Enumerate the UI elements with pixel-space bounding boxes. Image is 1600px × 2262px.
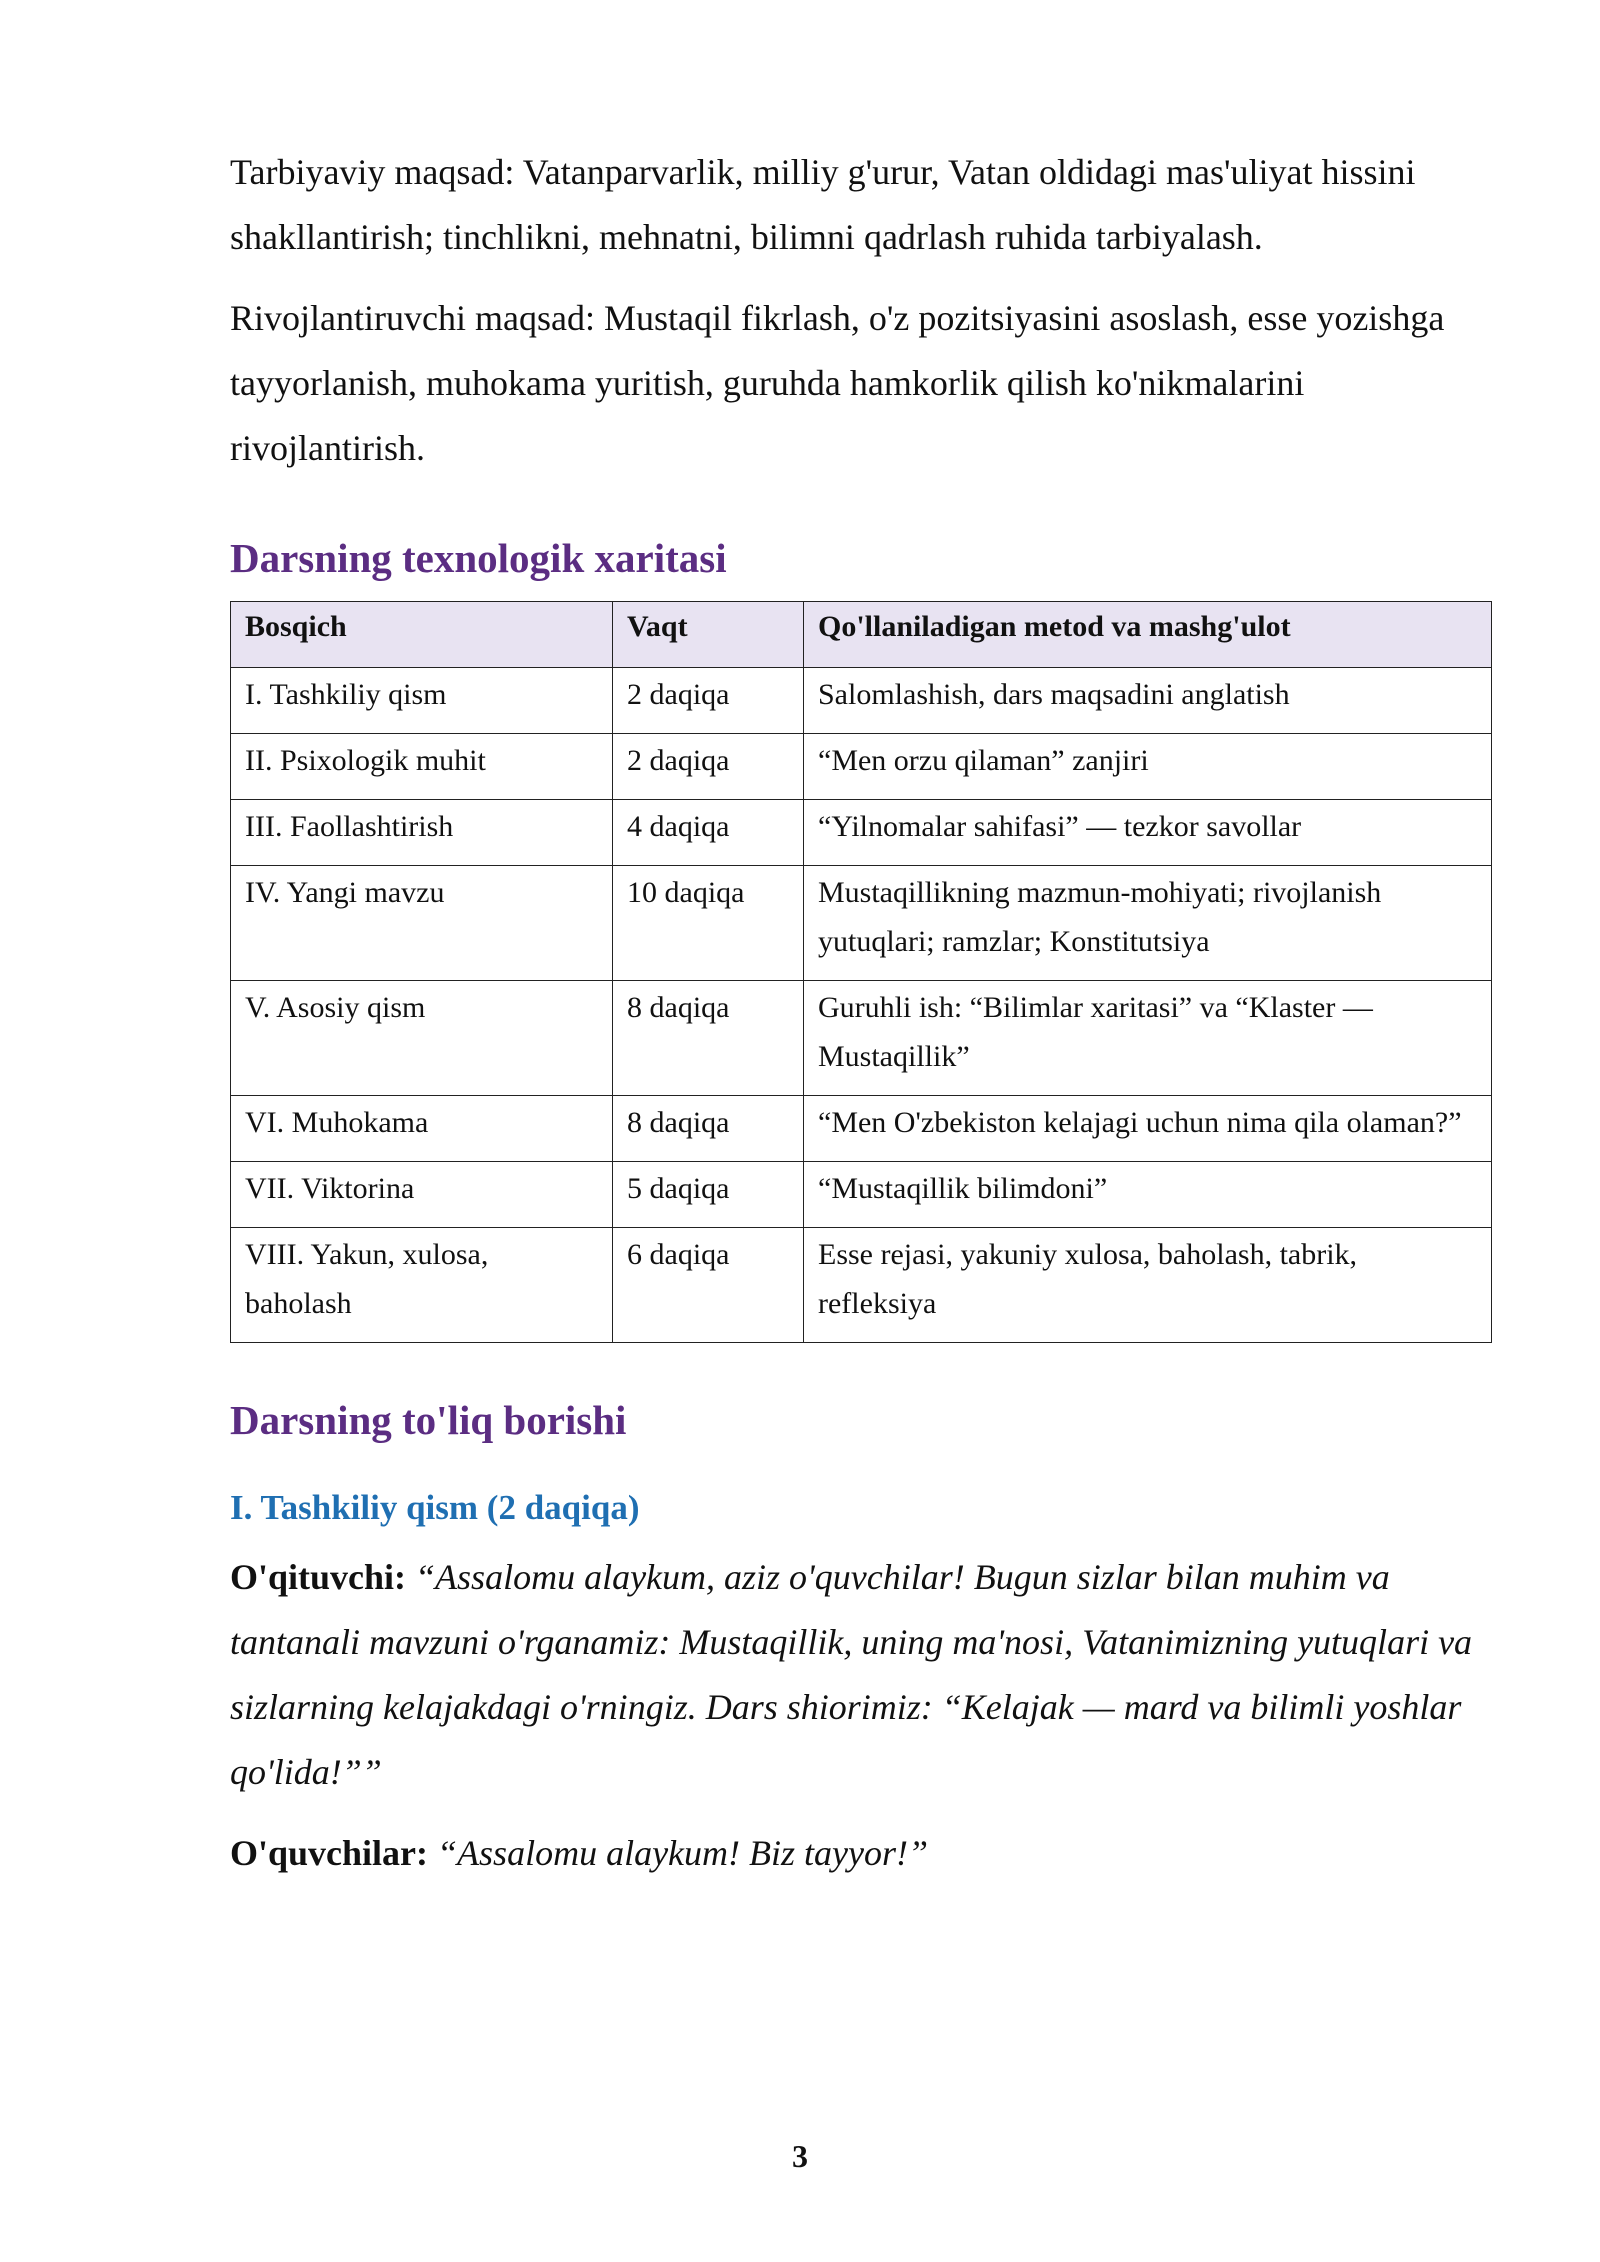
cell-stage: VII. Viktorina: [231, 1162, 613, 1228]
tech-map-table: [230, 601, 1492, 1343]
students-label: O'quvchilar:: [230, 1833, 429, 1873]
cell-time: 10 daqiqa: [613, 866, 804, 981]
cell-method: Salomlashish, dars maqsadini anglatish: [804, 668, 1492, 734]
cell-method: Guruhli ish: “Bilimlar xaritasi” va “Klaster — Mustaqillik”: [804, 981, 1492, 1096]
table-row: [231, 1228, 1492, 1343]
cell-method: “Men O'zbekiston kelajagi uchun nima qila olaman?”: [804, 1096, 1492, 1162]
cell-stage: IV. Yangi mavzu: [231, 866, 613, 981]
cell-stage: III. Faollashtirish: [231, 800, 613, 866]
cell-method: “Men orzu qilaman” zanjiri: [804, 734, 1492, 800]
tashkiliy-qism-subheading: I. Tashkiliy qism (2 daqiqa): [230, 1488, 640, 1527]
cell-time: 2 daqiqa: [613, 668, 804, 734]
lesson-flow-heading: Darsning to'liq borishi: [230, 1397, 627, 1443]
table-row: [231, 1162, 1492, 1228]
cell-stage: I. Tashkiliy qism: [231, 668, 613, 734]
cell-time: 6 daqiqa: [613, 1228, 804, 1343]
table-row: [231, 1096, 1492, 1162]
cell-method: Esse rejasi, yakuniy xulosa, baholash, tabrik, refleksiya: [804, 1228, 1492, 1343]
teacher-dialog: [230, 1545, 1488, 1805]
students-speech: “Assalomu alaykum! Biz tayyor!”: [437, 1833, 928, 1873]
cell-method: “Mustaqillik bilimdoni”: [804, 1162, 1492, 1228]
cell-stage: VIII. Yakun, xulosa, baholash: [231, 1228, 613, 1343]
table-row: [231, 866, 1492, 981]
table-row: [231, 800, 1492, 866]
table-row: [231, 981, 1492, 1096]
cell-time: 2 daqiqa: [613, 734, 804, 800]
cell-time: 5 daqiqa: [613, 1162, 804, 1228]
teacher-label: O'qituvchi:: [230, 1557, 407, 1597]
page-number: 3: [792, 2138, 808, 2174]
table-header-row: [231, 602, 1492, 668]
paragraph-tarbiyaviy: Tarbiyaviy maqsad: Vatanparvarlik, milliy g'urur, Vatan oldidagi mas'uliyat hissini shakllantirish; tinchlikni, mehnatni, bilimni qadrlash ruhida tarbiyalash.: [230, 152, 1416, 257]
table-row: [231, 734, 1492, 800]
table-row: [231, 668, 1492, 734]
cell-time: 4 daqiqa: [613, 800, 804, 866]
cell-time: 8 daqiqa: [613, 1096, 804, 1162]
paragraph-rivojlantiruvchi: Rivojlantiruvchi maqsad: Mustaqil fikrlash, o'z pozitsiyasini asoslash, esse yozishga tayyorlanish, muhokama yuritish, guruhda hamkorlik qilish ko'nikmalarini rivojlantirish.: [230, 298, 1445, 468]
cell-stage: II. Psixologik muhit: [231, 734, 613, 800]
teacher-speech: “Assalomu alaykum, aziz o'quvchilar! Bugun sizlar bilan muhim va tantanali mavzuni o'rganamiz: Mustaqillik, uning ma'nosi, Vatanimizning yutuqlari va sizlarning kelajakdagi o'rningiz. Dars shiorimiz: “Kelajak — mard va bilimli yoshlar qo'lida!””: [230, 1557, 1473, 1792]
cell-method: Mustaqillikning mazmun-mohiyati; rivojlanish yutuqlari; ramzlar; Konstitutsiya: [804, 866, 1492, 981]
cell-method: “Yilnomalar sahifasi” — tezkor savollar: [804, 800, 1492, 866]
header-vaqt: Vaqt: [613, 602, 804, 668]
header-metod: Qo'llaniladigan metod va mashg'ulot: [804, 602, 1492, 668]
cell-stage: V. Asosiy qism: [231, 981, 613, 1096]
cell-time: 8 daqiqa: [613, 981, 804, 1096]
tech-map-heading: Darsning texnologik xaritasi: [230, 535, 727, 581]
header-bosqich: Bosqich: [231, 602, 613, 668]
students-dialog: [230, 1821, 1488, 1886]
cell-stage: VI. Muhokama: [231, 1096, 613, 1162]
